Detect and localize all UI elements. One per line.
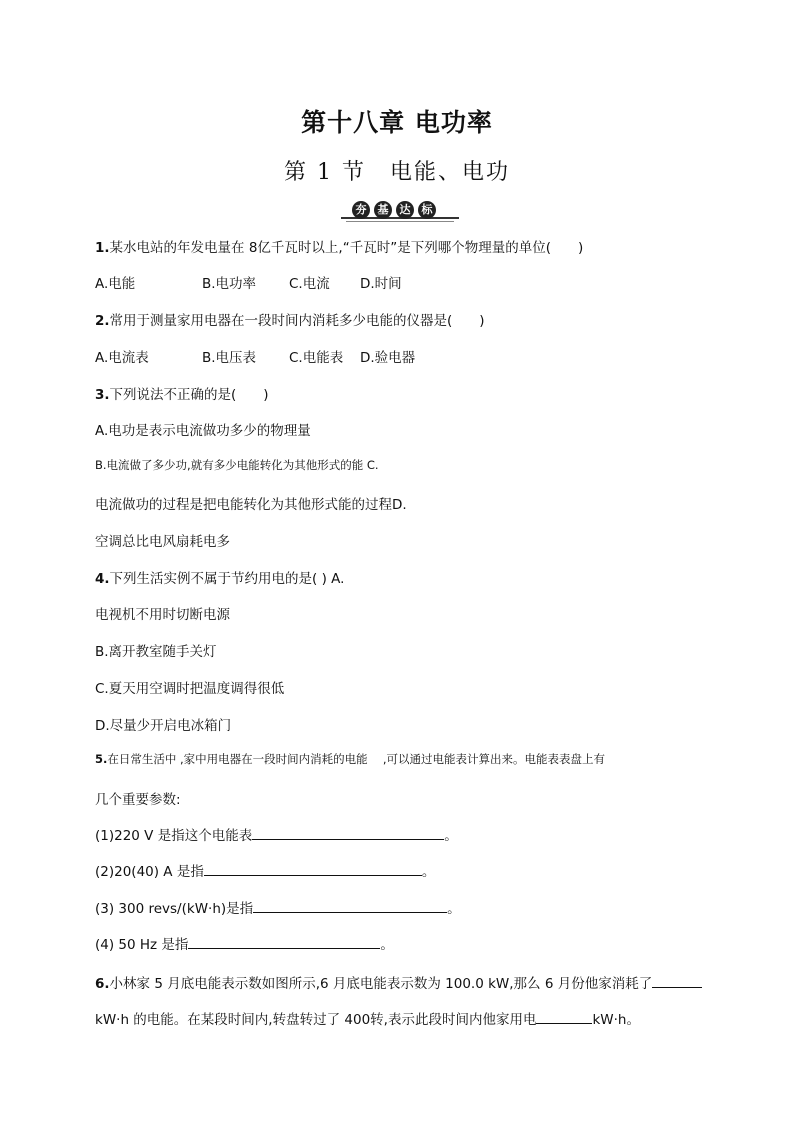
fill-item-3 [95, 897, 461, 917]
question-number: 2. [95, 313, 110, 329]
question-text: 某水电站的年发电量在 8亿千瓦时以上,“千瓦时”是下列哪个物理量的单位( ) [109, 240, 584, 256]
fill-item-end: 。 [380, 937, 394, 953]
question-continuation: 几个重要参数: [95, 792, 181, 808]
question-number: 6. [95, 976, 110, 992]
question-number: 4. [95, 571, 110, 587]
option-b: B.电功率 [202, 276, 257, 292]
option-b: B.离开教室随手关灯 [95, 644, 217, 660]
question-1 [95, 236, 583, 256]
answer-blank[interactable] [652, 975, 702, 988]
badge-char: 达 [396, 201, 414, 219]
option-a: A.电流表 [95, 350, 149, 366]
question-text: 小林家 5 月底电能表示数如图所示,6 月底电能表示数为 100.0 kW,那么 6 月份他家消耗了 [109, 976, 653, 992]
fill-item-label: (2)20(40) A 是指 [95, 864, 204, 880]
section-badge [0, 201, 794, 221]
question-number: 1. [95, 240, 110, 256]
option-b: B.电压表 [202, 350, 257, 366]
answer-blank[interactable] [188, 936, 380, 949]
badge-char: 标 [418, 201, 436, 219]
question-text-end: kW·h。 [592, 1012, 640, 1028]
question-text: 在日常生活中 ,家中用电器在一段时间内消耗的电能 ,可以通过电能表计算出来。电能表表盘上有 [107, 752, 605, 766]
question-3 [95, 383, 269, 403]
question-5 [95, 751, 605, 767]
badge-char: 基 [374, 201, 392, 219]
fill-item-end: 。 [421, 864, 436, 880]
question-2 [95, 309, 485, 329]
option-d: 空调总比电风扇耗电多 [95, 534, 230, 550]
question-text: kW·h 的电能。在某段时间内,转盘转过了 400转,表示此段时间内他家用电 [95, 1012, 537, 1028]
badge-char: 夯 [352, 201, 370, 219]
fill-item-label: (3) 300 revs/(kW·h)是指 [95, 901, 254, 917]
option-c: 电流做功的过程是把电能转化为其他形式能的过程D. [95, 497, 407, 513]
question-number: 3. [95, 387, 110, 403]
question-6 [95, 972, 702, 992]
option-d: D.时间 [360, 276, 402, 292]
answer-blank[interactable] [536, 1011, 592, 1024]
option-c: C.电能表 [289, 350, 344, 366]
option-c: C.夏天用空调时把温度调得很低 [95, 681, 285, 697]
option-a: A.电功是表示电流做功多少的物理量 [95, 423, 311, 439]
question-text: 下列说法不正确的是( ) [109, 387, 269, 403]
question-4 [95, 567, 344, 587]
option-b: B.电流做了多少功,就有多少电能转化为其他形式的能 C. [95, 458, 379, 472]
option-c: C.电流 [289, 276, 330, 292]
option-d: D.尽量少开启电冰箱门 [95, 718, 232, 734]
question-text: 下列生活实例不属于节约用电的是( ) A. [109, 571, 345, 587]
option-a: 电视机不用时切断电源 [95, 607, 230, 623]
question-continuation [95, 1008, 640, 1028]
section-title: 第 1 节 电能、电功 [284, 160, 510, 185]
question-text: 常用于测量家用电器在一段时间内消耗多少电能的仪器是( ) [109, 313, 485, 329]
chapter-title: 第十八章 电功率 [301, 108, 493, 137]
fill-item-1 [95, 824, 458, 844]
fill-item-label: (4) 50 Hz 是指 [95, 937, 189, 953]
option-d: D.验电器 [360, 350, 416, 366]
fill-item-4 [95, 933, 394, 953]
answer-blank[interactable] [253, 900, 447, 913]
fill-item-label: (1)220 V 是指这个电能表 [95, 828, 253, 844]
fill-item-end: 。 [444, 828, 458, 844]
answer-blank[interactable] [204, 863, 422, 876]
badge-underline-thin [346, 221, 454, 222]
answer-blank[interactable] [252, 827, 444, 840]
question-number: 5. [95, 752, 108, 766]
fill-item-end: 。 [447, 901, 461, 917]
fill-item-2 [95, 860, 435, 880]
option-a: A.电能 [95, 276, 136, 292]
